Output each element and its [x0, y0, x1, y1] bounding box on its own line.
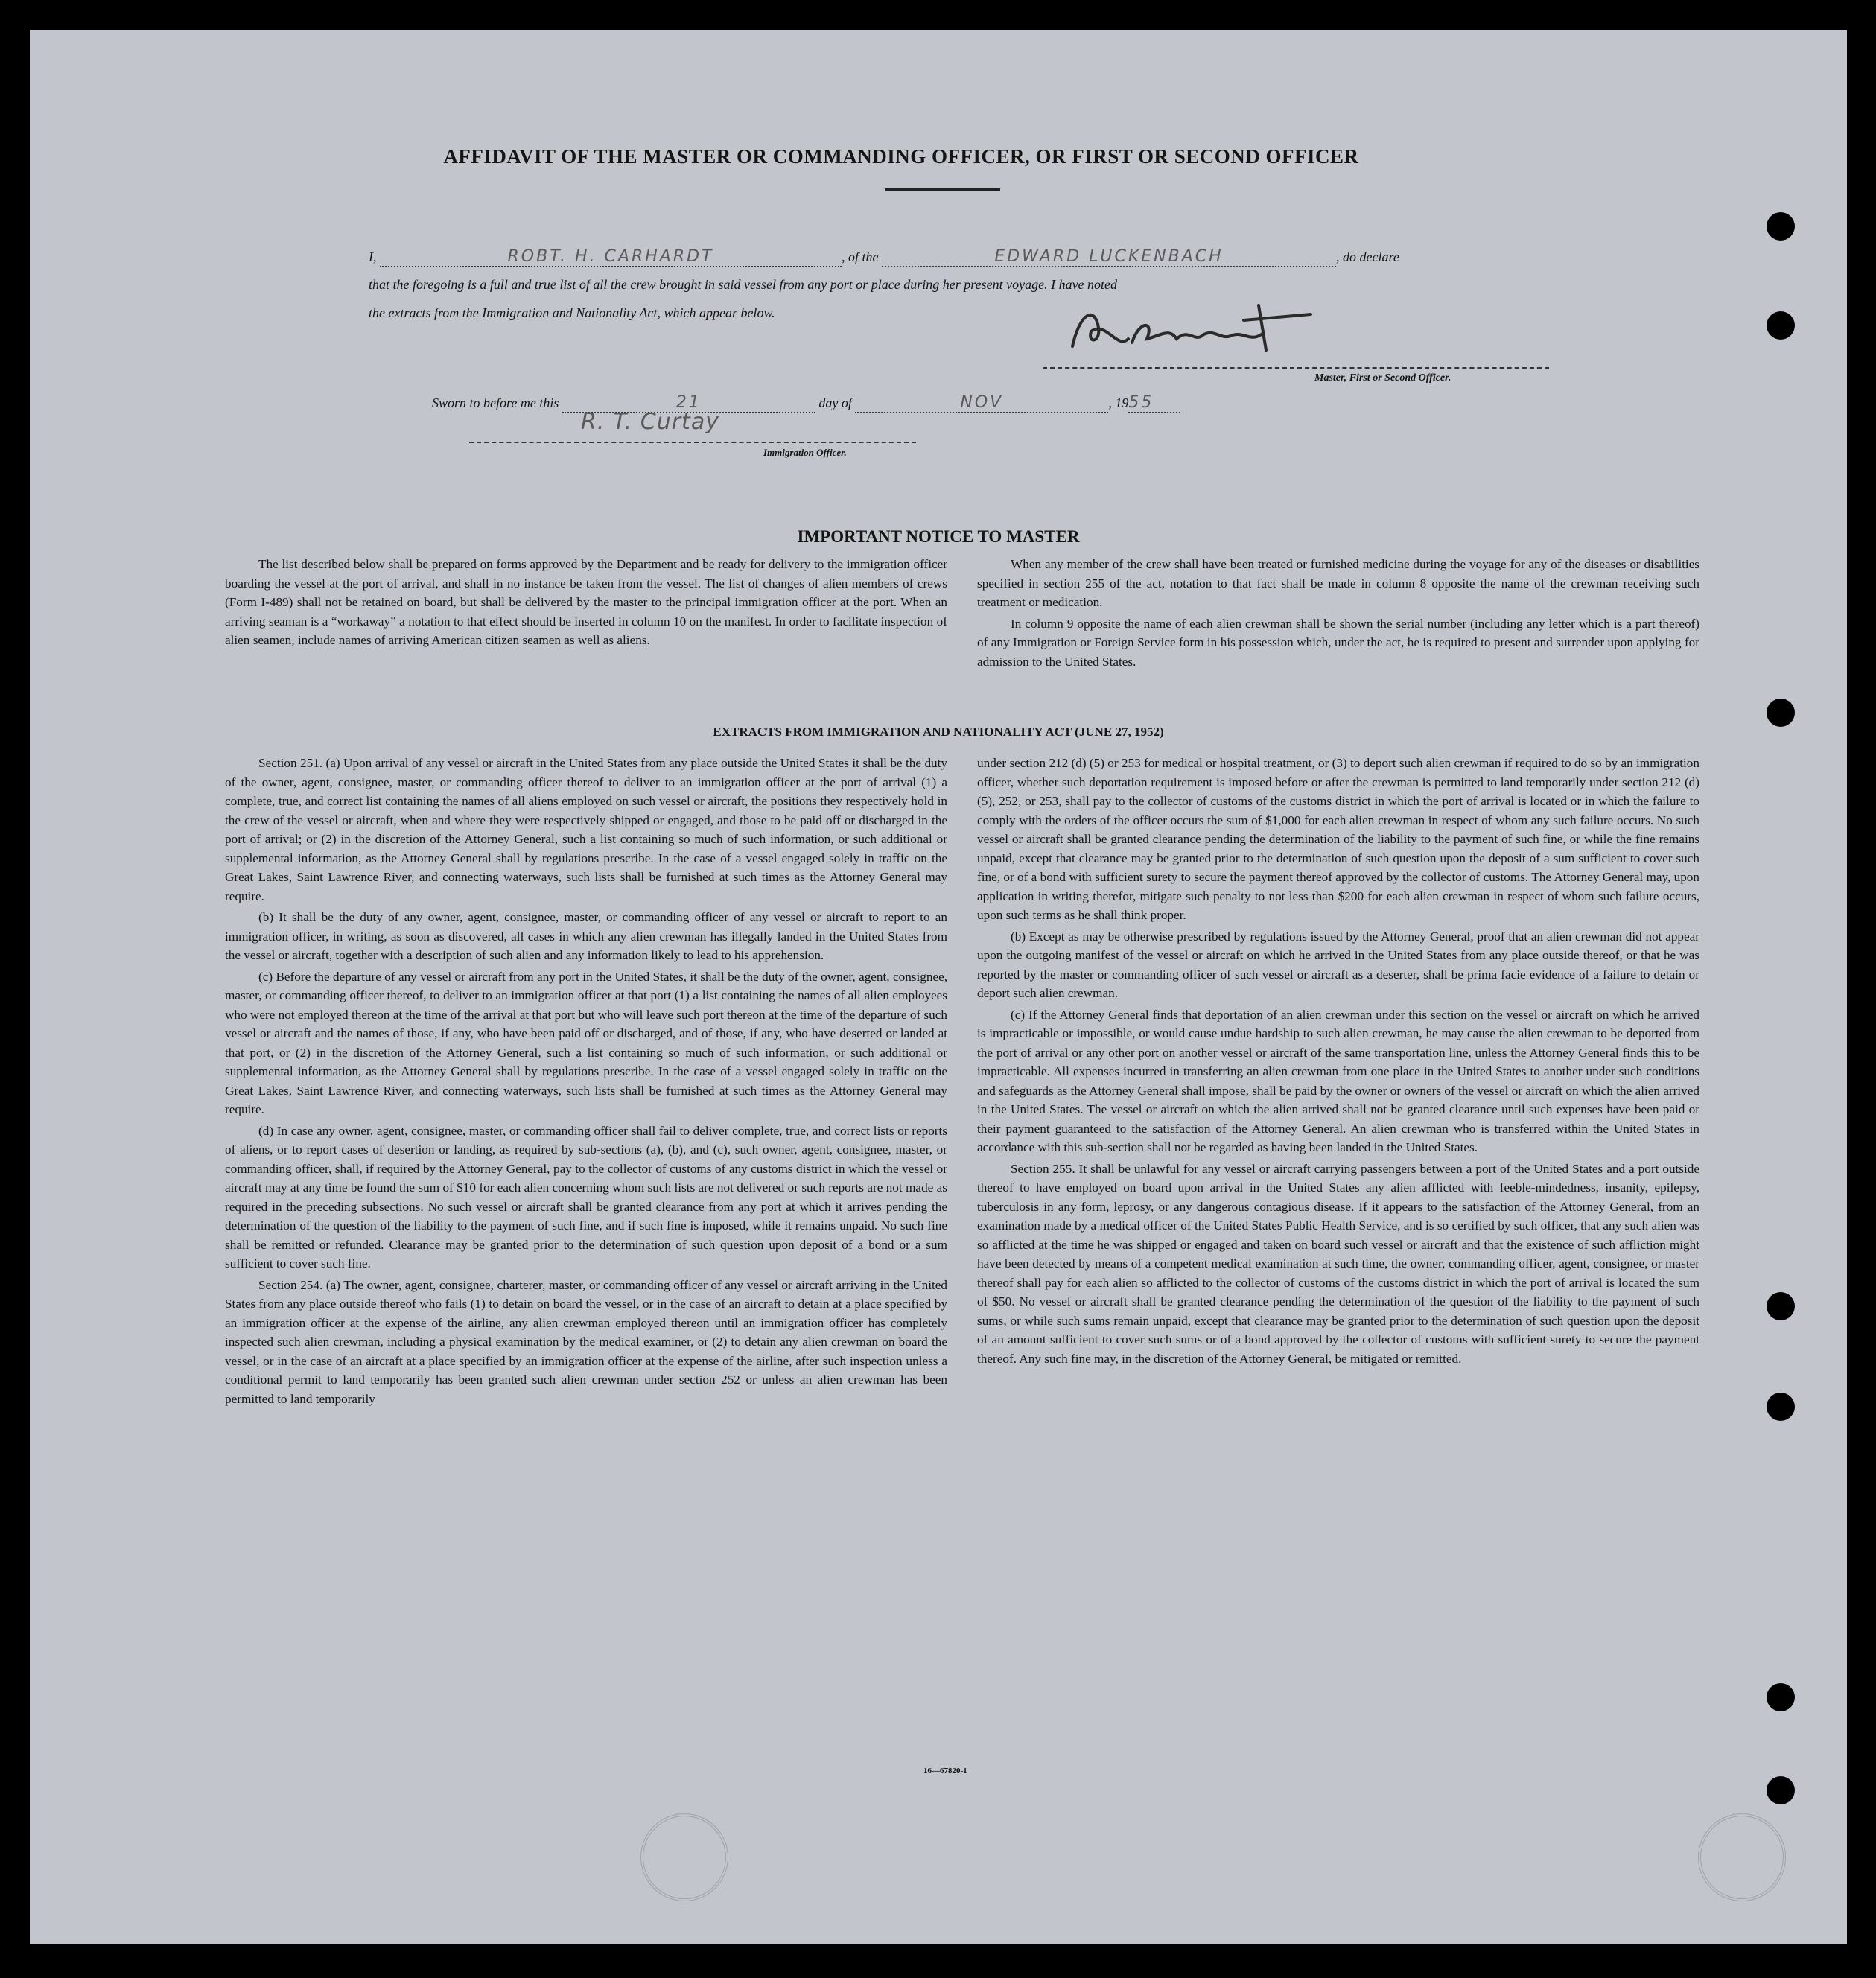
- vessel-name: EDWARD LUCKENBACH: [994, 247, 1224, 266]
- day-of-label: day of: [818, 395, 852, 410]
- of-the-label: , of the: [842, 249, 879, 264]
- i-label: I,: [369, 249, 377, 264]
- year-prefix: , 19: [1108, 395, 1129, 410]
- extracts-heading: EXTRACTS FROM IMMIGRATION AND NATIONALITY ACT (JUNE 27, 1952): [713, 725, 1164, 739]
- sworn-month: NOV: [960, 393, 1004, 412]
- vessel-name-field: [882, 247, 1336, 267]
- punch-hole-icon: [1767, 311, 1795, 340]
- section-paragraph: (c) If the Attorney General finds that deportation of an alien crewman under this section on the vessel or aircraft on which he arrived is impracticable or impossible, or would cause undue hardship to such alien crewman, he may cause the alien crewman to be deported from the port of arrival or any other port on another vessel or aircraft of the same transportation line, unless the Attorney General finds this to be impracticable. All expenses incurred in transferring an alien crewman from one place in the United States to another under such conditions and safeguards as the Attorney General shall impose, shall be paid by the owner or owners of the vessel or aircraft on which the alien arrived in the United States. The vessel or aircraft on which the alien arrived shall not be granted clearance until such expenses have been paid or their payment guaranteed to the satisfaction of the Attorney General. An alien crewman who is transferred within the United States in accordance with this sub-section shall not be regarded as having been landed in the United States.: [977, 1007, 1699, 1154]
- extracts-right-column: [977, 754, 1699, 1370]
- notice-paragraph: In column 9 opposite the name of each alien crewman shall be shown the serial number (including any letter which is a part thereof) of any Immigration or Foreign Service form in his possession which, under the act, he is required to present and surrender upon applying for admission to the United States.: [977, 616, 1699, 669]
- officer-signature-line: [469, 442, 916, 443]
- section-paragraph: (b) It shall be the duty of any owner, agent, consignee, master, or commanding officer of any vessel or aircraft to report to an immigration officer, in writing, as soon as discovered, all cases in which any alien crewman has illegally landed in the United States from the vessel or aircraft, together with a description of such alien and any information likely to lead to his apprehension.: [225, 910, 947, 962]
- punch-hole-icon: [1767, 1683, 1795, 1711]
- punch-hole-icon: [1767, 699, 1795, 727]
- master-signature-line: [1043, 367, 1549, 369]
- notice-paragraph: When any member of the crew shall have been treated or furnished medicine during the voyage for any of the diseases or disabilities specified in section 255 of the act, notation to that fact shall be made in column 8 opposite the name of the crewman receiving such treatment or medication.: [977, 557, 1699, 609]
- officer-signature: R. T. Curtay: [581, 409, 719, 435]
- title-divider: [885, 188, 1000, 191]
- year-field: [1128, 393, 1180, 413]
- stamp-left-seal: [640, 1813, 728, 1901]
- section-paragraph: Section 251. (a) Upon arrival of any vessel or aircraft in the United States from any place outside the United States it shall be the duty of the owner, agent, consignee, master, or commanding officer thereof to deliver to an immigration officer at the port of arrival (1) a complete, true, and correct list containing the names of all aliens employed on such vessel or aircraft, the positions they respectively hold in the crew of the vessel or aircraft, when and where they were respectively shipped or engaged, and those to be paid off or discharged in the port of arrival; or (2) in the discretion of the Attorney General, such a list containing so much of such information, or such additional or supplemental information, as the Attorney General shall by regulations prescribe. In the case of a vessel engaged solely in traffic on the Great Lakes, Saint Lawrence River, and connecting waterways, such lists shall be furnished at such times as the Attorney General may require.: [225, 756, 947, 903]
- master-signature-area: [1043, 298, 1549, 369]
- officer-name: ROBT. H. CARHARDT: [507, 247, 714, 266]
- section-paragraph: (c) Before the departure of any vessel or aircraft from any port in the United States, it shall be the duty of the owner, agent, consignee, master, or commanding officer thereof, to deliver to an immigration officer at that port (1) a list containing the names of all alien employees who were not employed thereon at the time of the arrival at that port but who will leave such port thereon at the time of the departure of such vessel or aircraft and the names of those, if any, who have been paid off or discharged, and of those, if any, who have deserted or landed at that port, or (2) in the discretion of the Attorney General, such a list containing so much of such information, or such additional or supplemental information, as the Attorney General shall by regulations prescribe. In the case of a vessel engaged solely in traffic on the Great Lakes, Saint Lawrence River, and connecting waterways, such lists shall be furnished at such times as the Attorney General may require.: [225, 969, 947, 1116]
- notice-left-column: [225, 555, 947, 652]
- notice-heading: IMPORTANT NOTICE TO MASTER: [797, 527, 1080, 546]
- section-paragraph: (d) In case any owner, agent, consignee, master, or commanding officer shall fail to deliver complete, true, and correct lists or reports of aliens, or to report cases of desertion or landing, as required by sub-sections (a), (b), and (c), such owner, agent, consignee, master, or commanding officer, shall, if required by the Attorney General, pay to the collector of customs of any customs district in which the vessel or aircraft may at any time be found the sum of $10 for each alien concerning whom such lists are not delivered or such reports are not made as required in the preceding subsections. No such vessel or aircraft shall be granted clearance from any port at which it arrives pending the determination of the question of the liability to the payment of such fine, and if such fine is imposed, while it remains unpaid. No such fine shall be remitted or refunded. Clearance may be granted prior to the determination of such question upon deposit of a bond or a sum sufficient to cover such fine.: [225, 1123, 947, 1271]
- do-declare-label: , do declare: [1336, 249, 1399, 264]
- declaration-line-3: the extracts from the Immigration and Nationality Act, which appear below.: [369, 305, 775, 320]
- officer-name-field: [380, 247, 842, 267]
- officer-caption: Immigration Officer.: [763, 447, 847, 458]
- section-paragraph: Section 255. It shall be unlawful for any vessel or aircraft carrying passengers between a port of the United States and a port outside thereof to have employed on board upon arrival in the United States any alien afflicted with feeble-mindedness, insanity, epilepsy, tuberculosis in any form, leprosy, or any dangerous contagious disease. If it appears to the satisfaction of the Attorney General, from an examination made by a medical officer of the United States Public Health Service, and is so certified by such officer, that any such alien was so afflicted at the time he was shipped or engaged and taken on board such vessel or aircraft and that the existence of such affliction might have been detected by means of a competent medical examination at such time, the owner, commanding officer, agent, consignee, or master thereof shall pay for each alien so afflicted to the collector of customs of the customs district in which the port of arrival is located the sum of $50. No vessel or aircraft shall be granted clearance pending the determination of the question of the liability to the payment of such sums, or while such sums remain unpaid, except that clearance may be granted prior to the determination of such question upon the deposit of an amount sufficient to cover such sums or of a bond approved by the collector of customs with sufficient surety to secure the payment thereof. Any such fine may, in the discretion of the Attorney General, be mitigated or remitted.: [977, 1161, 1699, 1366]
- punch-hole-icon: [1767, 212, 1795, 241]
- notice-paragraph: The list described below shall be prepared on forms approved by the Department and be ready for delivery to the immigration officer boarding the vessel at the port of arrival, and shall in no instance be taken from the vessel. The list of changes of alien members of crews (Form I-489) shall not be retained on board, but shall be delivered by the master to the principal immigration officer at the port. When an arriving seaman is a “workaway” a notation to that effect should be inserted in column 10 on the manifest. In order to facilitate inspection of alien seamen, include names of arriving American citizen seamen as well as aliens.: [225, 557, 947, 647]
- master-caption-master: Master,: [1314, 372, 1349, 384]
- stamp-right-seal: [1698, 1813, 1786, 1901]
- extracts-left-column: [225, 754, 947, 1411]
- sworn-label: Sworn to before me this: [432, 395, 559, 410]
- sworn-year: 55: [1128, 393, 1154, 412]
- section-paragraph: Section 254. (a) The owner, agent, consignee, charterer, master, or commanding officer of any vessel or aircraft arriving in the United States from any place outside thereof who fails (1) to detain on board the vessel, or in the case of an aircraft to detain at a place specified by an immigration officer at the expense of the airline, any alien crewman employed thereon until an immigration officer has completely inspected such alien crewman, including a physical examination by the medical examiner, or (2) to detain any alien crewman on board the vessel, or in the case of an aircraft at a place specified by an immigration officer at the expense of the airline, after such inspection unless a conditional permit to land temporarily has been granted such alien crewman under section 252 or unless an alien crewman has been permitted to land temporarily: [225, 1277, 947, 1406]
- sworn-day: 21: [675, 393, 702, 412]
- punch-hole-icon: [1767, 1776, 1795, 1804]
- document-page: [30, 30, 1847, 1944]
- notice-right-column: [977, 555, 1699, 673]
- punch-hole-icon: [1767, 1393, 1795, 1421]
- declaration-line-2: that the foregoing is a full and true list of all the crew brought in said vessel from any port or place during her present voyage. I have noted: [369, 277, 1118, 292]
- master-signature-mark: [1065, 298, 1348, 357]
- punch-hole-icon: [1767, 1292, 1795, 1320]
- officer-signature-area: [469, 406, 916, 443]
- form-number: 16—67820-1: [923, 1766, 967, 1775]
- declaration-line-1: [369, 247, 1560, 267]
- master-caption-struck: First or Second Officer.: [1349, 372, 1451, 384]
- section-paragraph: under section 212 (d) (5) or 253 for medical or hospital treatment, or (3) to deport such alien crewman if required to do so by an immigration officer, whether such deportation requirement is imposed before or after the crewman is permitted to land temporarily under section 212 (d) (5), 252, or 253, shall pay to the collector of customs of the customs district in which the port of arrival is located or in which the failure to comply with the orders of the officer occurs the sum of $1,000 for each alien crewman in respect of whom any such failure occurs. No such vessel or aircraft shall be granted clearance pending the determination of the liability to the payment of such fine, or while the fine remains unpaid, except that clearance may be granted prior to the determination of such question upon the deposit of a sum sufficient to cover such fine, or of a bond with sufficient surety to secure the payment thereof approved by the collector of customs. The Attorney General may, upon application in writing therefor, mitigate such penalty to not less than $200 for each alien crewman in respect of whom such failure occurs, upon such terms as he shall think proper.: [977, 756, 1699, 922]
- section-paragraph: (b) Except as may be otherwise prescribed by regulations issued by the Attorney General, proof that an alien crewman did not appear upon the outgoing manifest of the vessel or aircraft on which he arrived in the United States from any place outside thereof, or that he was reported by the master or commanding officer of such vessel or aircraft as a deserter, shall be prima facie evidence of a failure to detain or deport such alien crewman.: [977, 929, 1699, 1000]
- master-caption: [1314, 372, 1825, 384]
- affidavit-title: AFFIDAVIT OF THE MASTER OR COMMANDING OFFICER, OR FIRST OR SECOND OFFICER: [443, 145, 1359, 168]
